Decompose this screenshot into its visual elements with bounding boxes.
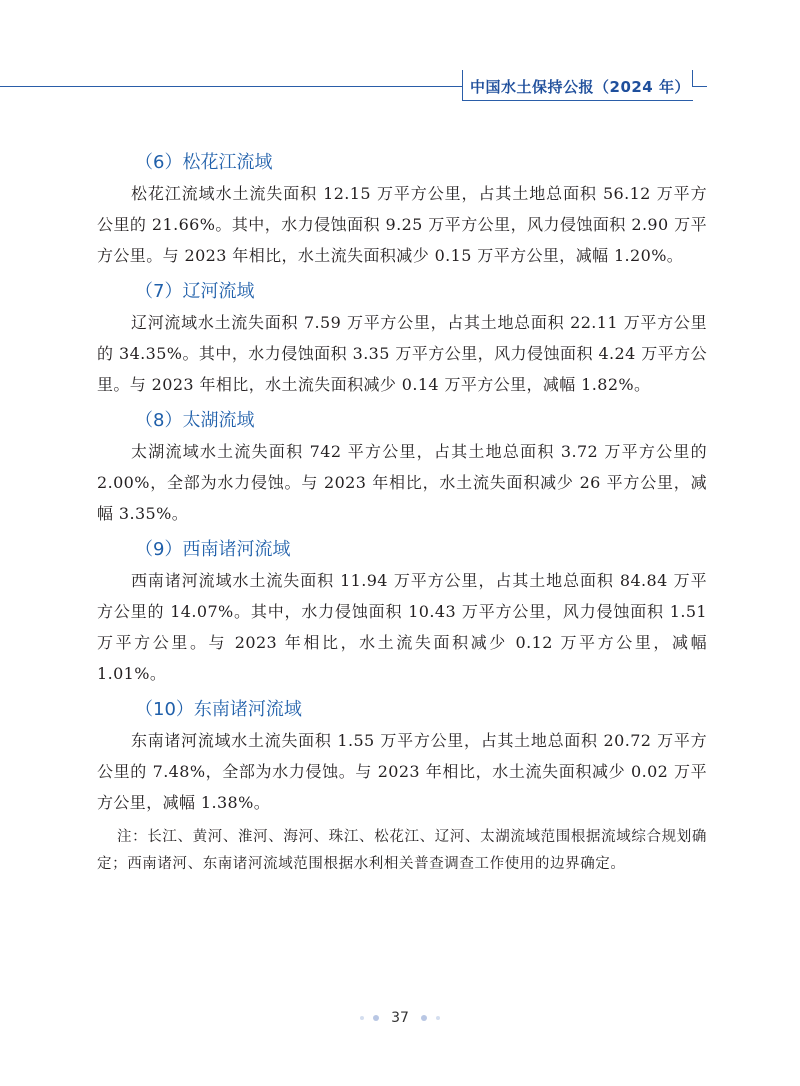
section-songhua [97, 148, 707, 271]
main-content [97, 148, 707, 878]
section-title: （6）松花江流域 [135, 152, 273, 173]
section-liao [97, 277, 707, 400]
section-southwest-rivers [97, 535, 707, 689]
publication-title: 中国水土保持公报（2024 年） [470, 78, 690, 96]
header-corner-decoration [692, 70, 707, 87]
dot-decoration [373, 1015, 379, 1021]
page-number: 37 [391, 1010, 409, 1026]
dot-decoration [360, 1016, 364, 1020]
dot-decoration [436, 1016, 440, 1020]
section-southeast-rivers [97, 695, 707, 818]
page-footer [0, 1010, 800, 1026]
section-paragraph: 东南诸河流域水土流失面积 1.55 万平方公里，占其土地总面积 20.72 万平方公里的 7.48%，全部为水力侵蚀。与 2023 年相比，水土流失面积减少 0.02 万平方公里，减幅 1.38%。 [97, 731, 707, 812]
section-title: （9）西南诸河流域 [135, 539, 291, 560]
section-taihu [97, 406, 707, 529]
section-title: （10）东南诸河流域 [135, 699, 302, 720]
section-paragraph: 太湖流域水土流失面积 742 平方公里，占其土地总面积 3.72 万平方公里的 2.00%，全部为水力侵蚀。与 2023 年相比，水土流失面积减少 26 平方公里，减幅 3.35%。 [97, 442, 707, 523]
header-rule [0, 86, 462, 87]
dot-decoration [421, 1015, 427, 1021]
section-paragraph: 松花江流域水土流失面积 12.15 万平方公里，占其土地总面积 56.12 万平方公里的 21.66%。其中，水力侵蚀面积 9.25 万平方公里，风力侵蚀面积 2.90 万平方公里。与 2023 年相比，水土流失面积减少 0.15 万平方公里，减幅 1.20%。 [97, 184, 707, 265]
section-paragraph: 辽河流域水土流失面积 7.59 万平方公里，占其土地总面积 22.11 万平方公里的 34.35%。其中，水力侵蚀面积 3.35 万平方公里，风力侵蚀面积 4.24 万平方公里。与 2023 年相比，水土流失面积减少 0.14 万平方公里，减幅 1.82%。 [97, 313, 707, 394]
section-title: （8）太湖流域 [135, 410, 255, 431]
footnote: 注：长江、黄河、淮河、海河、珠江、松花江、辽河、太湖流域范围根据流域综合规划确定；西南诸河、东南诸河流域范围根据水利相关普查调查工作使用的边界确定。 [97, 829, 707, 872]
section-title: （7）辽河流域 [135, 281, 255, 302]
section-paragraph: 西南诸河流域水土流失面积 11.94 万平方公里，占其土地总面积 84.84 万平方公里的 14.07%。其中，水力侵蚀面积 10.43 万平方公里，风力侵蚀面积 1.51 万平方公里。与 2023 年相比，水土流失面积减少 0.12 万平方公里，减幅 1.01%。 [97, 571, 707, 683]
